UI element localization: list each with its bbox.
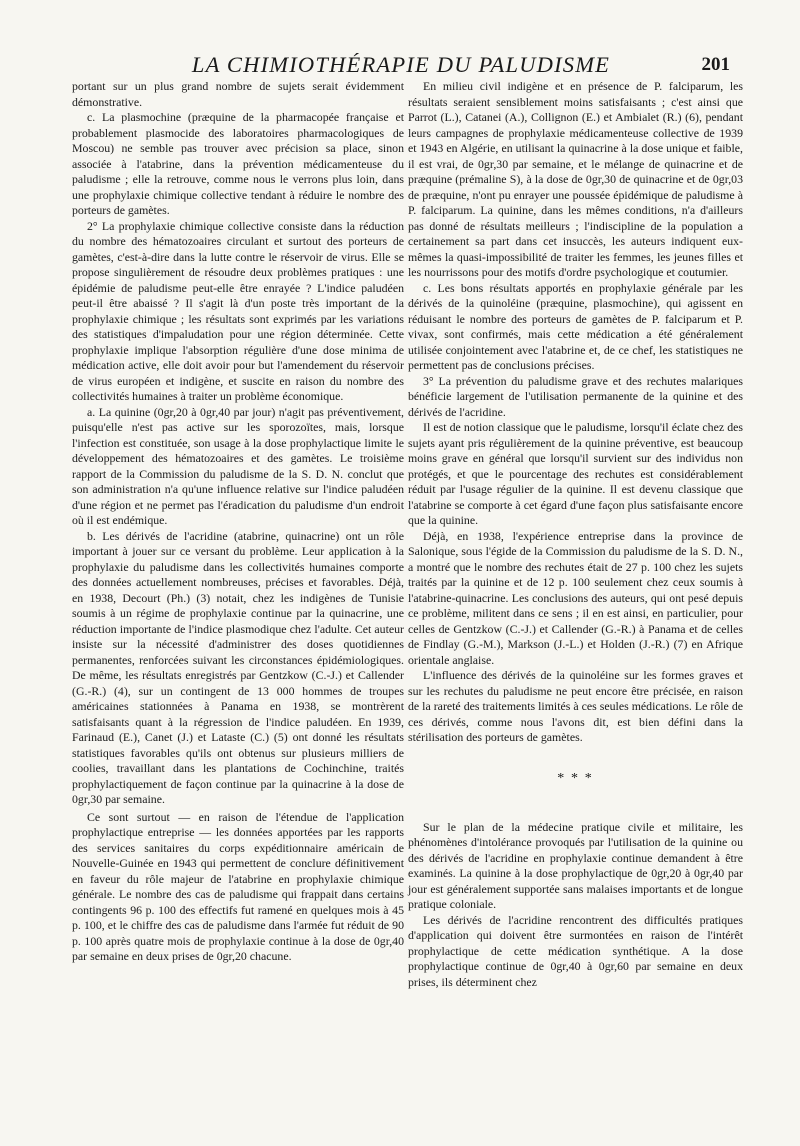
paragraph: Il est de notion classique que le paludisme, lorsqu'il éclate chez des sujets ayant pris régulièrement de la quinine préventive, est beaucoup moins grave en général que lorsqu'il survient sur des individus non protégés, et que le pourcentage des rechutes est considérablement réduit par l'usage régulier de la quinine. Il est devenu classique que l'atabrine se comporte à cet égard d'une façon plus satisfaisante encore que la quinine. [408, 420, 743, 527]
left-column [72, 79, 404, 965]
paragraph: Les dérivés de l'acridine rencontrent des difficultés pratiques d'application qui doivent être surmontées en raison de l'intérêt prophylactique de cette médication synthétique. A la dose prophylactique continue de 0gr,40 à 0gr,60 par semaine en deux prises, ils déterminent chez [408, 912, 743, 989]
paragraph: L'influence des dérivés de la quinoléine sur les formes graves et sur les rechutes du paludisme ne peut encore être précisée, en raison de la rareté des traitements limités à ces seules médications. Le rôle de ces dérivés, comme nous l'avons dit, est bien défini dans la stérilisation des porteurs de gamètes. [408, 668, 743, 744]
paragraph: Ce sont surtout — en raison de l'étendue de l'application prophylactique entreprise — les données apportées par les rapports des services sanitaires du corps expéditionnaire américain de Nouvelle-Guinée en 1943 qui permettent de conclure définitivement en faveur du rôle majeur de l'atabrine en prophylaxie chimique générale. Le nombre des cas de paludisme qui frappait dans certains contingents 96 p. 100 des effectifs fut ramené en quelques mois à 45 p. 100, et le chiffre des cas de paludisme dans l'armée fut réduit de 90 p. 100 après quatre mois de prophylaxie continue à la dose de 0gr,40 par semaine en deux prises de 0gr,20 chacune. [72, 809, 404, 963]
page-number: 201 [701, 54, 730, 75]
paragraph: c. La plasmochine (præquine de la pharmacopée française et probablement plasmocide des laboratoires pharmacologiques de Moscou) ne semble pas trouver avec précision sa place, sinon associée à l'atabrine, dans la prévention médicamenteuse du paludisme ; elle la retrouve, comme nous le verrons plus loin, dans une prophylaxie chimique collective tendant à réduire le nombre des porteurs de gamètes. [72, 110, 404, 217]
paragraph: b. Les dérivés de l'acridine (atabrine, quinacrine) ont un rôle important à jouer sur ce versant du problème. Leur application à la prophylaxie du paludisme dans les collectivités humaines comporte des données actuellement nombreuses, précises et favorables. Déjà, en 1938, Decourt (Ph.) (3) notait, chez les indigènes de Tunisie soumis à un régime de prophylaxie continue par la quinacrine, une réduction importante de l'indice plasmodique chez l'adulte. Cet auteur insiste sur la nécessité d'administrer des doses quotidiennes permanentes, renforcées suivant les circonstances épidémiologiques. De même, les résultats enregistrés par Gentzkow (C.-J.) et Callender (G.-R.) (4), sur un contingent de 13 000 hommes de troupes américaines stationnées à Panama en 1938, se montrèrent satisfaisants quant à la régression de l'indice paludéen. En 1939, Farinaud (E.), Canet (J.) et Lataste (C.) (5) ont donné les résultats statistiques favorables qu'ils ont obtenus sur plusieurs milliers de coolies, travaillant dans les plantations de Cochinchine, traités prophylactiquement de façon continue par la quinacrine à la dose de 0gr,30 par semaine. [72, 528, 404, 806]
paragraph: 2° La prophylaxie chimique collective consiste dans la réduction du nombre des hématozoaires circulant et surtout des porteurs de gamètes, c'est-à-dire dans la lutte contre le réservoir de virus. Elle se propose singulièrement de résoudre deux problèmes pratiques : une épidémie de paludisme peut-elle être enrayée ? L'indice paludéen peut-il être abaissé ? Il s'agit là d'un poste très important de la prophylaxie chimique ; les résultats sont exprimés par les variations des statistiques d'impaludation pour une région déterminée. Cette prophylaxie implique l'absorption régulière d'une dose minima de médication active, elle doit avoir pour but l'amendement du réservoir de virus européen et indigène, et suscite en raison du nombre des collectivités humaines à traiter un problème économique. [72, 218, 404, 403]
section-separator: * * * [557, 770, 594, 786]
running-head [72, 52, 730, 80]
paragraph: a. La quinine (0gr,20 à 0gr,40 par jour) n'agit pas préventivement, puisqu'elle n'est pas active sur les sporozoïtes, mais, lorsque l'infection est constituée, son usage à la dose prophylactique limite le développement des hématozoaires et des gamètes. Le troisième rapport de la Commission du paludisme de la S. D. N. conclut que son administration n'a qu'une influence relative sur l'indice paludéen d'une région et ne permet pas l'éradication du paludisme d'un endroit où il est endémique. [72, 404, 404, 527]
paragraph: 3° La prévention du paludisme grave et des rechutes malariques bénéficie largement de l'utilisation permanente de la quinine et des dérivés de l'acridine. [408, 373, 743, 419]
paragraph: Déjà, en 1938, l'expérience entreprise dans la province de Salonique, sous l'égide de la Commission du paludisme de la S. D. N., a montré que le nombre des rechutes était de 27 p. 100 chez les sujets traités par la quinine et de 12 p. 100 seulement chez ceux soumis à l'atabrine-quinacrine. Les conclusions des auteurs, qui ont pesé depuis ce problème, militent dans ce sens ; il en est ainsi, en particulier, pour celles de Gentzkow (C.-J.) et Callender (G.-R.) à Panama et de celles de Findlay (G.-M.), Markson (J.-L.) et Holden (J.-R.) (7) en Afrique orientale anglaise. [408, 528, 743, 667]
right-column [408, 79, 743, 990]
paragraph: portant sur un plus grand nombre de sujets serait évidemment démonstrative. [72, 79, 404, 109]
page-title: LA CHIMIOTHÉRAPIE DU PALUDISME [191, 52, 611, 77]
paragraph: En milieu civil indigène et en présence de P. falciparum, les résultats seraient sensiblement moins satisfaisants ; c'est ainsi que Parrot (L.), Catanei (A.), Collignon (E.) et Ambialet (R.) (6), pendant leurs campagnes de prophylaxie médicamenteuse collective de 1939 et 1943 en Algérie, en utilisant la quinacrine à la dose unique et faible, il est vrai, de 0gr,30 par semaine, et le mélange de quinacrine et de præquine (prémaline S), à la dose de 0gr,30 de quinacrine et de 0gr,03 de præquine, n'ont pu enrayer une poussée épidémique de paludisme à P. falciparum. La quinine, dans les mêmes conditions, n'a d'ailleurs pas donné de résultats meilleurs ; l'indiscipline de la population a certainement sa part dans cet insuccès, les auteurs indiquent eux-mêmes la quasi-impossibilité de traiter les femmes, les jeunes filles et les nourrissons pour des motifs d'ordre psychologique et coutumier. [408, 79, 743, 279]
paragraph: c. Les bons résultats apportés en prophylaxie générale par les dérivés de la quinoléine (præquine, plasmochine), qui agissent en réduisant le nombre des porteurs de gamètes de P. falciparum et P. vivax, sont confirmés, mais cette médication a été généralement utilisée conjointement avec l'atabrine et, de ce chef, les statistiques ne permettent pas de conclusions précises. [408, 280, 743, 372]
paragraph: Sur le plan de la médecine pratique civile et militaire, les phénomènes d'intolérance provoqués par l'utilisation de la quinine ou des dérivés de l'acridine en prophylaxie continue demandent à être examinés. La quinine à la dose prophylactique de 0gr,20 à 0gr,40 par jour est généralement supportée sans malaises importants et de longue pratique coloniale. [408, 819, 743, 911]
